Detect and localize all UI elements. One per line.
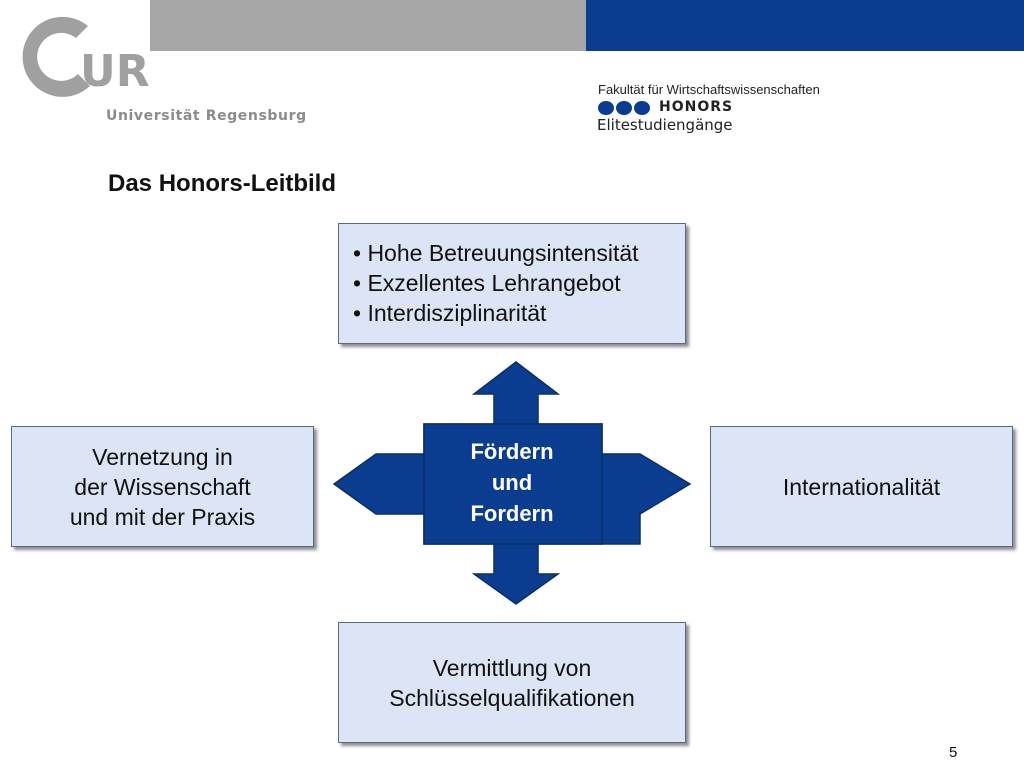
honors-wordmark: HONORS (659, 99, 734, 115)
honors-dots-icon (597, 100, 653, 116)
top-item: • Hohe Betreuungsintensität (353, 240, 639, 266)
box-right (710, 426, 1013, 547)
right-text: Internationalität (782, 473, 941, 500)
logo-letters: UR (80, 46, 150, 97)
left-line-2: der Wissenschaft (74, 473, 251, 500)
left-line-1: Vernetzung in (92, 443, 233, 470)
center-label (424, 436, 600, 529)
header-blue-bar (586, 0, 1024, 51)
box-left (11, 426, 314, 547)
header-gray-bar (150, 0, 586, 51)
university-name: Universität Regensburg (106, 108, 307, 124)
bottom-line-2: Schlüsselqualifikationen (389, 684, 635, 711)
faculty-name: Fakultät für Wirtschaftswissenschaften (598, 82, 820, 97)
page-number: 5 (949, 744, 958, 761)
university-logo (22, 12, 152, 102)
left-line-3: und mit der Praxis (69, 503, 256, 530)
slide-title: Das Honors-Leitbild (108, 170, 337, 197)
bottom-line-1: Vermittlung von (432, 654, 592, 681)
center-line-3: Fordern (470, 501, 554, 526)
center-line-1: Fördern (470, 439, 554, 464)
elite-subtitle: Elitestudiengänge (597, 116, 733, 134)
box-bottom (338, 622, 686, 743)
box-top (338, 223, 686, 344)
top-item: • Interdisziplinarität (353, 300, 547, 326)
center-line-2: und (491, 470, 533, 495)
top-item: • Exzellentes Lehrangebot (353, 270, 621, 296)
